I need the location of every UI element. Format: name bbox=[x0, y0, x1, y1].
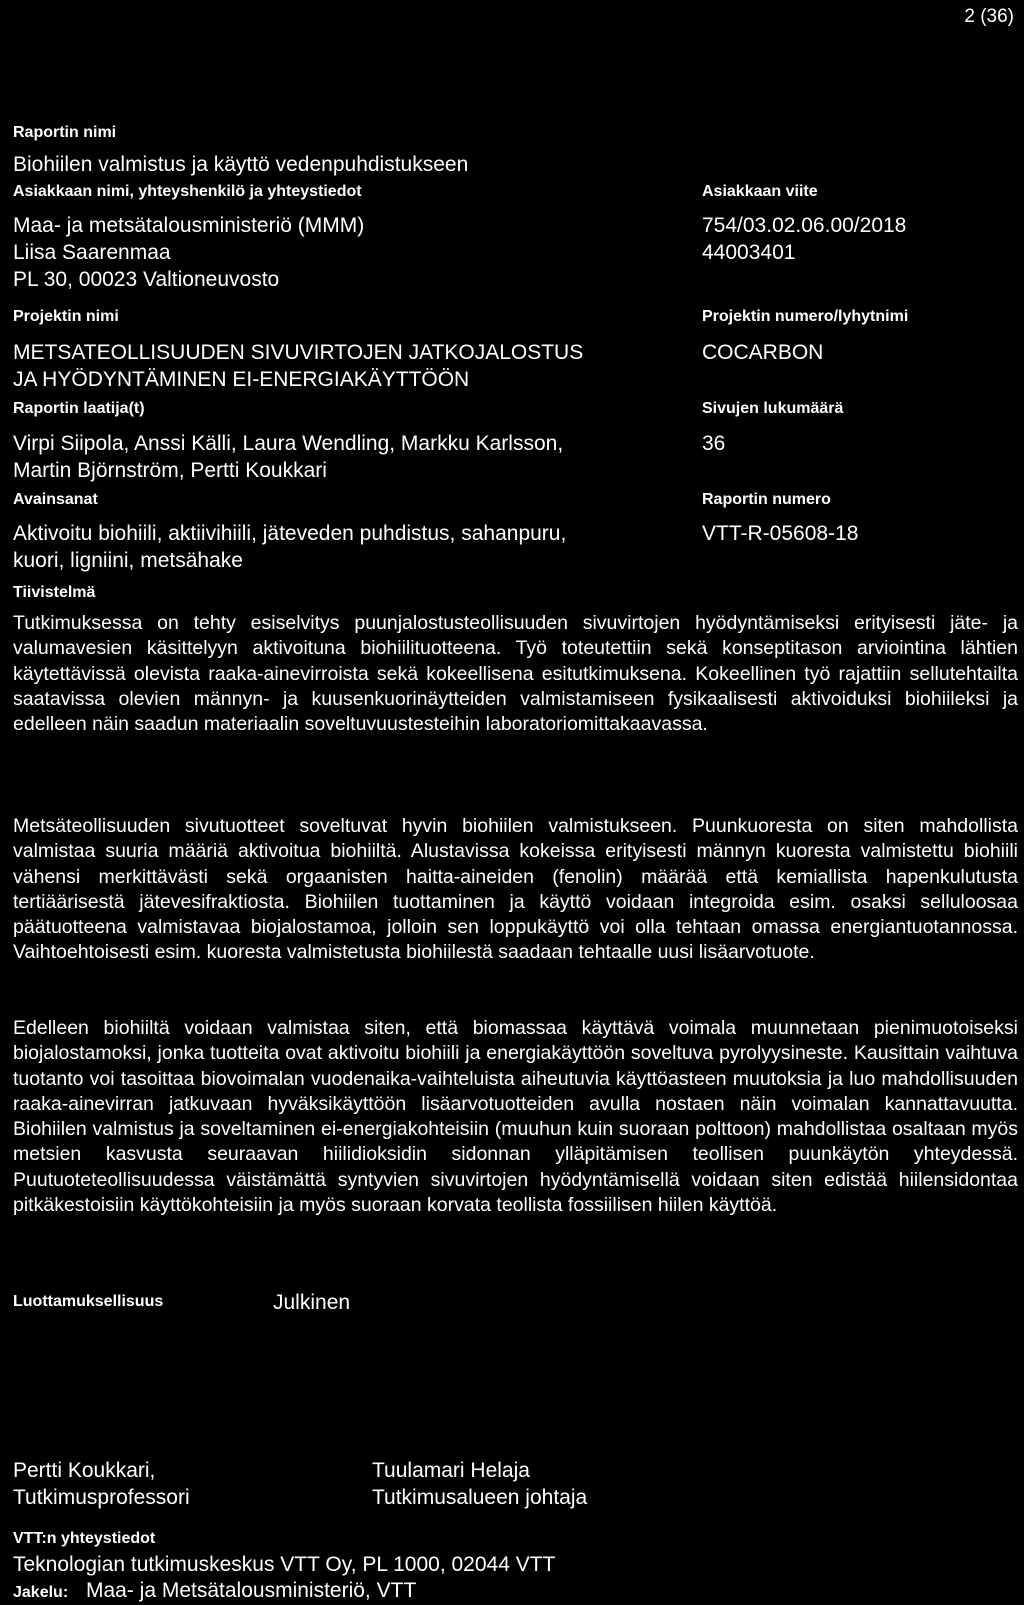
summary-label: Tiivistelmä bbox=[13, 584, 96, 601]
summary-paragraph-3: Edelleen biohiiltä voidaan valmistaa siten, että biomassaa käyttävä voimala muunnetaan pienimuotoiseksi biojalostamoksi, jonka tuotteita ovat aktivoitu biohiili ja energiakäyttöön soveltuva pyrolyysineste. Kausittain vaihtuva tuotanto voi tasoittaa biovoimalan vuodenaika-vaihteluista aiheutuvia käyttöasteen muutoksia ja luo mahdollisuuden raaka-ainevirran jatkuvaan hyväksikäyttöön lisäarvotuotteiden avulla nostaen näin voimalan kannattavuutta. Biohiilen valmistus ja soveltaminen ei-energiakohteisiin (muuhun kuin suoraan polttoon) mahdollistaa osaltaan myös metsien kasvusta seuraavan hiilidioksidin sidonnan ylläpitämisen teollisen puunkäytön yhteydessä. Puutuoteteollisuudessa väistämättä syntyvien sivuvirtojen hyödyntämisellä voidaan siten edistää hiilensidontaa pitkäkestoisiin käyttökohteisiin ja myös suoraan korvata teollista fossiilisen hiilen käyttöä. bbox=[13, 1017, 1018, 1217]
keywords-line-2: kuori, ligniini, metsähake bbox=[13, 549, 243, 572]
signer-2-name: Tuulamari Helaja bbox=[372, 1459, 530, 1482]
page-number: 2 (36) bbox=[964, 6, 1014, 27]
report-number-value: VTT-R-05608-18 bbox=[702, 522, 859, 545]
client-ref-value: 754/03.02.06.00/2018 bbox=[702, 214, 907, 237]
page-count-value: 36 bbox=[702, 432, 726, 455]
summary-paragraph-2: Metsäteollisuuden sivutuotteet soveltuvat hyvin biohiilen valmistukseen. Puunkuoresta on siten mahdollista valmistaa suuria määriä aktivoitua biohiiltä. Alustavissa kokeissa erityisesti männyn kuoresta valmistettu biohiili vähensi merkittävästi sekä orgaanisten haitta-aineiden (fenolin) määrää että kemiallista hapenkulutusta tertiäärisestä jätevesifraktiosta. Biohiilen tuottaminen ja käyttö voidaan integroida esim. osaksi selluloosaa päätuotteena valmistavaa biojalostamoa, jolloin sen loppukäyttö voi olla tehtaan omassa energiantuotannossa. Vaihtoehtoisesti esim. kuoresta valmistetusta biohiilestä saadaan tehtaalle uusi lisäarvotuote. bbox=[13, 815, 1018, 964]
confidentiality-value: Julkinen bbox=[273, 1291, 351, 1314]
authors-line-2: Martin Björnström, Pertti Koukkari bbox=[13, 459, 327, 482]
contact-label: VTT:n yhteystiedot bbox=[13, 1530, 156, 1547]
report-number-label: Raportin numero bbox=[702, 491, 831, 508]
project-name-label: Projektin nimi bbox=[13, 308, 119, 325]
signer-1-title: Tutkimusprofessori bbox=[13, 1486, 190, 1509]
distribution-label: Jakelu: bbox=[13, 1584, 69, 1601]
client-label: Asiakkaan nimi, yhteyshenkilö ja yhteystiedot bbox=[13, 183, 362, 200]
client-address: PL 30, 00023 Valtioneuvosto bbox=[13, 268, 280, 291]
keywords-line-1: Aktivoitu biohiili, aktiivihiili, jäteveden puhdistus, sahanpuru, bbox=[13, 522, 567, 545]
project-number-label: Projektin numero/lyhytnimi bbox=[702, 308, 909, 325]
client-name: Maa- ja metsätalousministeriö (MMM) bbox=[13, 214, 365, 237]
confidentiality-label: Luottamuksellisuus bbox=[13, 1293, 164, 1310]
project-name-line-2: JA HYÖDYNTÄMINEN EI-ENERGIAKÄYTTÖÖN bbox=[13, 368, 470, 391]
contact-value: Teknologian tutkimuskeskus VTT Oy, PL 1000, 02044 VTT bbox=[13, 1553, 556, 1576]
signer-1-name: Pertti Koukkari, bbox=[13, 1459, 156, 1482]
signer-2-title: Tutkimusalueen johtaja bbox=[372, 1486, 588, 1509]
project-name-line-1: METSATEOLLISUUDEN SIVUVIRTOJEN JATKOJALOSTUS bbox=[13, 341, 584, 364]
summary-paragraph-1: Tutkimuksessa on tehty esiselvitys puunjalostusteollisuuden sivuvirtojen hyödyntämiseksi erityisesti jäte- ja valumavesien käsittelyyn aktivoituna biohiilituotteena. Työ toteutettiin sekä konseptitason arviointina lähtien käytettävissä olevista raaka-ainevirroista sekä kokeellisena esitutkimuksena. Kokeellinen työ rajattiin sellutehtailta saatavissa olevien männyn- ja kuusenkuorinäytteiden valmistamiseen fysikaalisesti aktivoiduksi biohiileksi ja edelleen näin saadun materiaalin soveltuvuustesteihin laboratoriomittakaavassa. bbox=[13, 612, 1018, 736]
distribution-value: Maa- ja Metsätalousministeriö, VTT bbox=[86, 1579, 417, 1602]
report-name-value: Biohiilen valmistus ja käyttö vedenpuhdistukseen bbox=[13, 153, 469, 176]
client-ref-number: 44003401 bbox=[702, 241, 796, 264]
client-ref-label: Asiakkaan viite bbox=[702, 183, 818, 200]
authors-line-1: Virpi Siipola, Anssi Källi, Laura Wendling, Markku Karlsson, bbox=[13, 432, 564, 455]
authors-label: Raportin laatija(t) bbox=[13, 400, 145, 417]
keywords-label: Avainsanat bbox=[13, 491, 98, 508]
page-count-label: Sivujen lukumäärä bbox=[702, 400, 844, 417]
project-number-value: COCARBON bbox=[702, 341, 824, 364]
report-name-label: Raportin nimi bbox=[13, 124, 117, 141]
client-contact-person: Liisa Saarenmaa bbox=[13, 241, 171, 264]
